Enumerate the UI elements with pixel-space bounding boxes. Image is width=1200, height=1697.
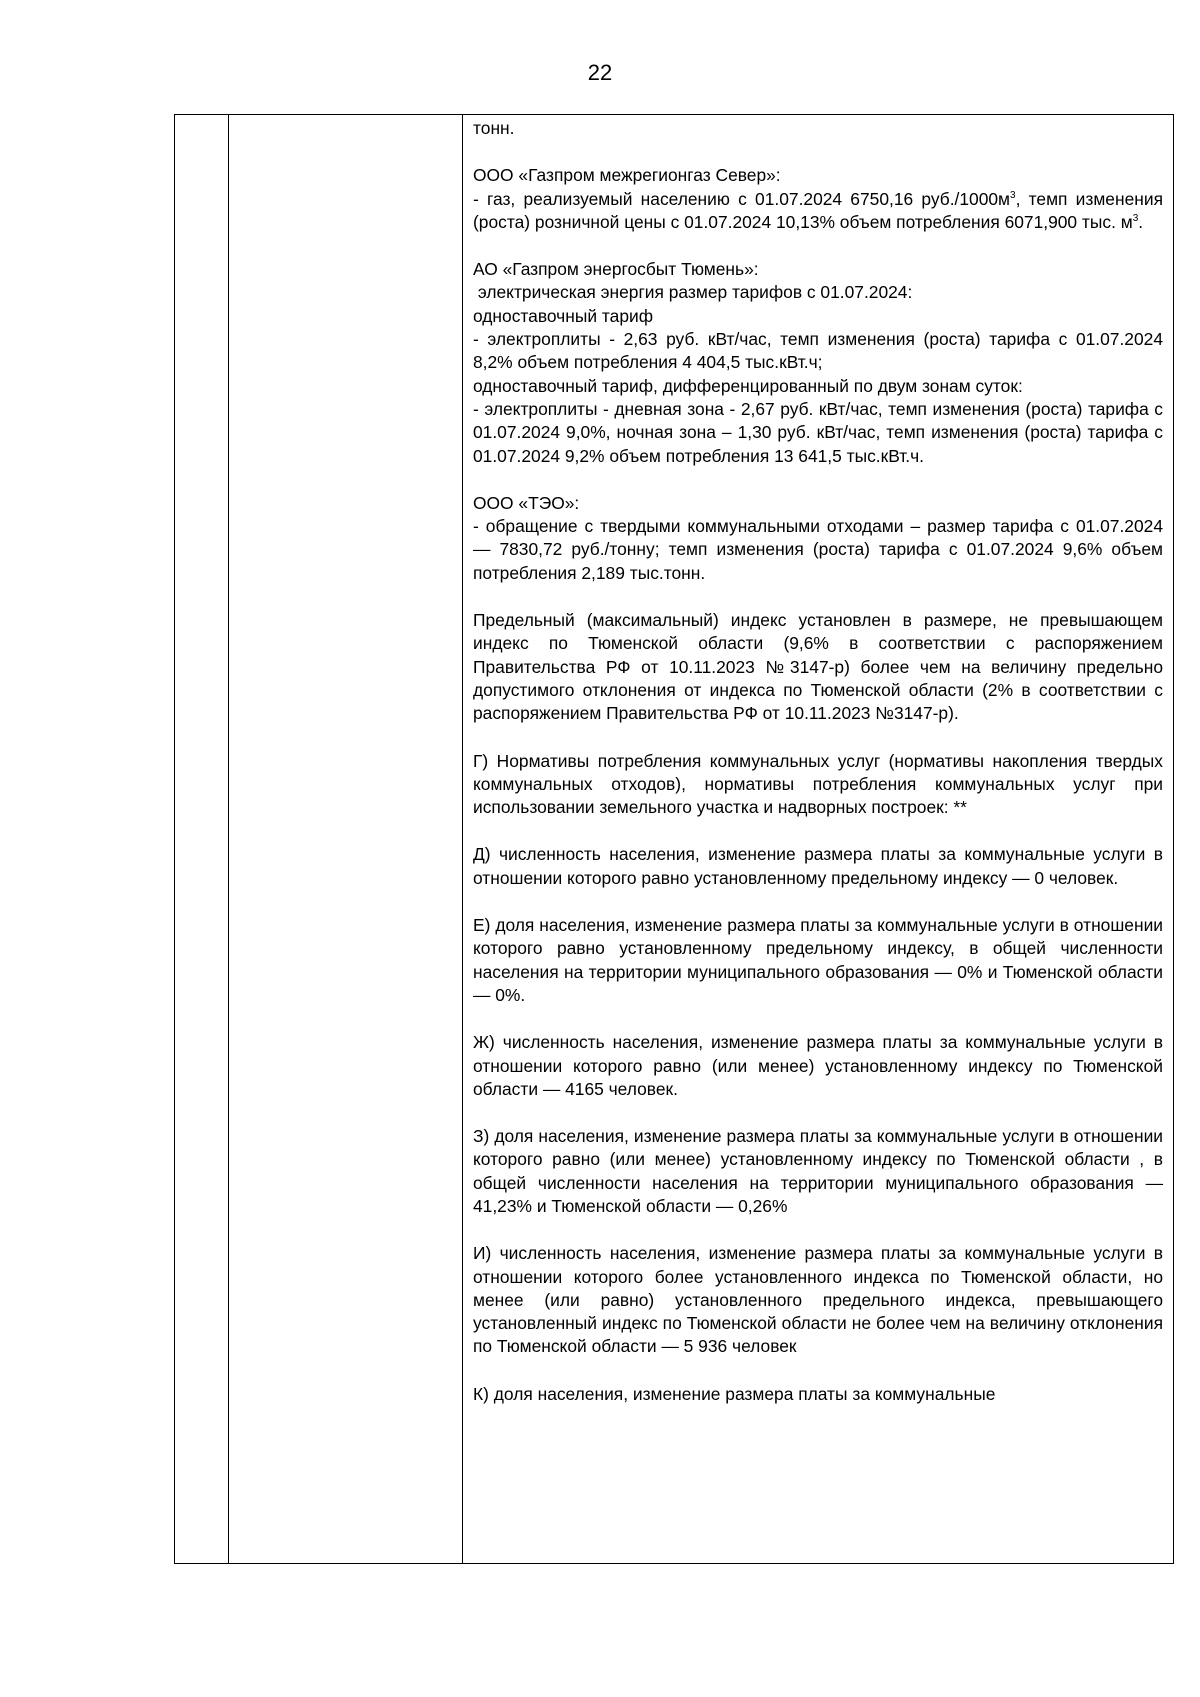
gas-tariff-text: - газ, реализуемый населению с 01.07.2024 6750,16 руб./1000м — [473, 188, 1011, 209]
item-g-paragraph: Г) Нормативы потребления коммунальных услуг (нормативы накопления твердых коммунальных отходов), нормативы потребления коммунальных услуг при использовании земельного участка и надворных построек: ** — [473, 750, 1163, 818]
item-i-paragraph: И) численность населения, изменение размера платы за коммунальные услуги в отношении которого более установленного индекса по Тюменской области, но менее (или равно) установленного предельного индекса, превышающего установленный индекс по Тюменской области не более чем на величину отклонения по Тюменской области — 5 936 человек — [473, 1243, 1163, 1357]
superscript: 3 — [1010, 189, 1016, 201]
energy-line: - электроплиты - 2,63 руб. кВт/час, темп изменения (роста) тарифа с 01.07.2024 8,2% объем потребления 4 404,5 тыс.кВт.ч; — [473, 329, 1163, 373]
waste-tariff-text: - обращение с твердыми коммунальными отходами – размер тарифа с 01.07.2024 — 7830,72 руб./тонну; темп изменения (роста) тарифа с 01.07.2024 9,6% объем потребления 2,189 тыс.тонн. — [473, 516, 1163, 583]
waste-operator-name: ООО «ТЭО»: — [473, 492, 580, 513]
table-cell-content — [463, 115, 1174, 1564]
energy-line: одноставочный тариф — [473, 305, 654, 326]
superscript: 3 — [1132, 213, 1139, 225]
gas-tariff-text-middle: , темп изменения (роста) розничной цены с 01.07.2024 10,13% объем потребления 6071,900 тыс. м — [473, 188, 1163, 232]
table-cell-number — [175, 115, 229, 1564]
energy-line: одноставочный тариф, дифференцированный по двум зонам суток: — [473, 375, 1023, 396]
continuation-text: тонн. — [473, 118, 515, 138]
energy-line: - электроплиты - дневная зона - 2,67 руб. кВт/час, темп изменения (роста) тарифа с 01.07.2024 9,0%, ночная зона – 1,30 руб. кВт/час, темп изменения (роста) тарифа с 01.07.2024 9,2% объем потребления 13 641,5 тыс.кВт.ч. — [473, 398, 1163, 466]
item-k-paragraph: К) доля населения, изменение размера платы за коммунальные — [473, 1383, 996, 1404]
item-zh-paragraph: Ж) численность населения, изменение размера платы за коммунальные услуги в отношении которого равно (или менее) установленному индексу по Тюменской области — 4165 человек. — [473, 1032, 1163, 1099]
item-d-paragraph: Д) численность населения, изменение размера платы за коммунальные услуги в отношении которого равно установленному предельному индексу — 0 человек. — [473, 844, 1163, 888]
table-cell-title — [229, 115, 463, 1564]
waste-operator-block — [473, 492, 1163, 585]
gas-supplier-name: ООО «Газпром межрегионгаз Север»: — [473, 165, 781, 186]
energy-supplier-block — [473, 258, 1163, 468]
energy-line: электрическая энергия размер тарифов с 01.07.2024: — [473, 282, 913, 303]
limit-index-paragraph: Предельный (максимальный) индекс установлен в размере, не превышающем индекс по Тюменской области (9,6% в соответствии с распоряжением Правительства РФ от 10.11.2023 №3147-р) более чем на величину предельно допустимого отклонения от индекса по Тюменской области (2% в соответствии с распоряжением Правительства РФ от 10.11.2023 №3147-р). — [473, 610, 1163, 724]
gas-tariff-text-end: . — [1138, 211, 1144, 232]
document-table — [174, 114, 1174, 1564]
item-z-paragraph: З) доля населения, изменение размера платы за коммунальные услуги в отношении которого равно (или менее) установленному индексу по Тюменской области , в общей численности населения на территории муниципального образования — 41,23% и Тюменской области — 0,26% — [473, 1126, 1163, 1216]
page-number: 22 — [587, 60, 613, 85]
gas-supplier-block — [473, 164, 1163, 234]
table-row — [175, 115, 1174, 1564]
item-e-paragraph: Е) доля населения, изменение размера платы за коммунальные услуги в отношении которого равно установленному предельному индексу, в общей численности населения на территории муниципального образования — 0% и Тюменской области — 0%. — [473, 915, 1163, 1005]
energy-supplier-name: АО «Газпром энергосбыт Тюмень»: — [473, 259, 759, 280]
